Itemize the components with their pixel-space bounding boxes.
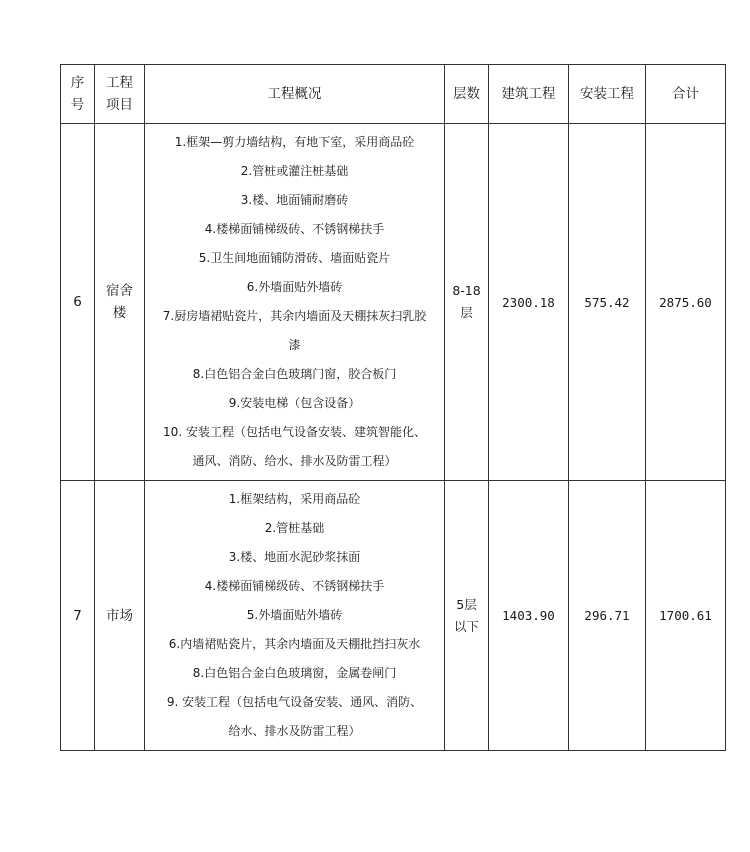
overview-list bbox=[145, 124, 444, 480]
row-installation-works: 296.71 bbox=[569, 481, 646, 751]
overview-item: 10. 安装工程（包括电气设备安装、建筑智能化、 bbox=[163, 425, 426, 439]
row-project-item: 市场 bbox=[95, 481, 145, 751]
overview-item: 5.卫生间地面铺防滑砖、墙面贴瓷片 bbox=[198, 251, 391, 265]
overview-item: 给水、排水及防雷工程） bbox=[228, 724, 361, 738]
row-floors: 5层 以下 bbox=[445, 481, 489, 751]
header-floors: 层数 bbox=[445, 65, 489, 124]
overview-item: 5.外墙面贴外墙砖 bbox=[246, 608, 343, 622]
overview-item: 6.内墙裙贴瓷片，其余内墙面及天棚批挡扫灰水 bbox=[168, 637, 421, 651]
overview-item: 4.楼梯面铺梯级砖、不锈钢梯扶手 bbox=[204, 579, 385, 593]
table-row bbox=[61, 481, 726, 751]
row-floors: 8-18 层 bbox=[445, 124, 489, 481]
overview-item: 漆 bbox=[288, 338, 301, 352]
project-cost-table bbox=[60, 64, 726, 751]
table-row bbox=[61, 124, 726, 481]
overview-item: 4.楼梯面铺梯级砖、不锈钢梯扶手 bbox=[204, 222, 385, 236]
overview-list bbox=[145, 481, 444, 750]
header-total: 合计 bbox=[646, 65, 726, 124]
row-total: 2875.60 bbox=[646, 124, 726, 481]
row-project-item: 宿舍 楼 bbox=[95, 124, 145, 481]
overview-item: 2.管桩基础 bbox=[264, 521, 325, 535]
overview-item: 8.白色铝合金白色玻璃窗，金属卷闸门 bbox=[192, 666, 397, 680]
overview-item: 2.管桩或灌注桩基础 bbox=[240, 164, 349, 178]
overview-item: 3.楼、地面铺耐磨砖 bbox=[240, 193, 349, 207]
overview-item: 3.楼、地面水泥砂浆抹面 bbox=[228, 550, 361, 564]
overview-item: 9.安装电梯（包含设备） bbox=[228, 396, 361, 410]
overview-item: 6.外墙面贴外墙砖 bbox=[246, 280, 343, 294]
overview-item: 7.厨房墙裙贴瓷片，其余内墙面及天棚抹灰扫乳胶 bbox=[162, 309, 427, 323]
row-installation-works: 575.42 bbox=[569, 124, 646, 481]
row-serial-no: 6 bbox=[61, 124, 95, 481]
row-project-overview bbox=[145, 124, 445, 481]
table-header-row bbox=[61, 65, 726, 124]
row-project-overview bbox=[145, 481, 445, 751]
overview-item: 通风、消防、给水、排水及防雷工程） bbox=[192, 454, 397, 468]
header-serial-no: 序 号 bbox=[61, 65, 95, 124]
overview-item: 1.框架—剪力墙结构，有地下室，采用商品砼 bbox=[174, 135, 415, 149]
row-serial-no: 7 bbox=[61, 481, 95, 751]
row-total: 1700.61 bbox=[646, 481, 726, 751]
header-project-overview: 工程概况 bbox=[145, 65, 445, 124]
header-installation-works: 安装工程 bbox=[569, 65, 646, 124]
header-building-works: 建筑工程 bbox=[489, 65, 569, 124]
row-building-works: 2300.18 bbox=[489, 124, 569, 481]
header-project-item: 工程 项目 bbox=[95, 65, 145, 124]
overview-item: 9. 安装工程（包括电气设备安装、通风、消防、 bbox=[166, 695, 423, 709]
overview-item: 1.框架结构，采用商品砼 bbox=[228, 492, 361, 506]
overview-item: 8.白色铝合金白色玻璃门窗，胶合板门 bbox=[192, 367, 397, 381]
row-building-works: 1403.90 bbox=[489, 481, 569, 751]
